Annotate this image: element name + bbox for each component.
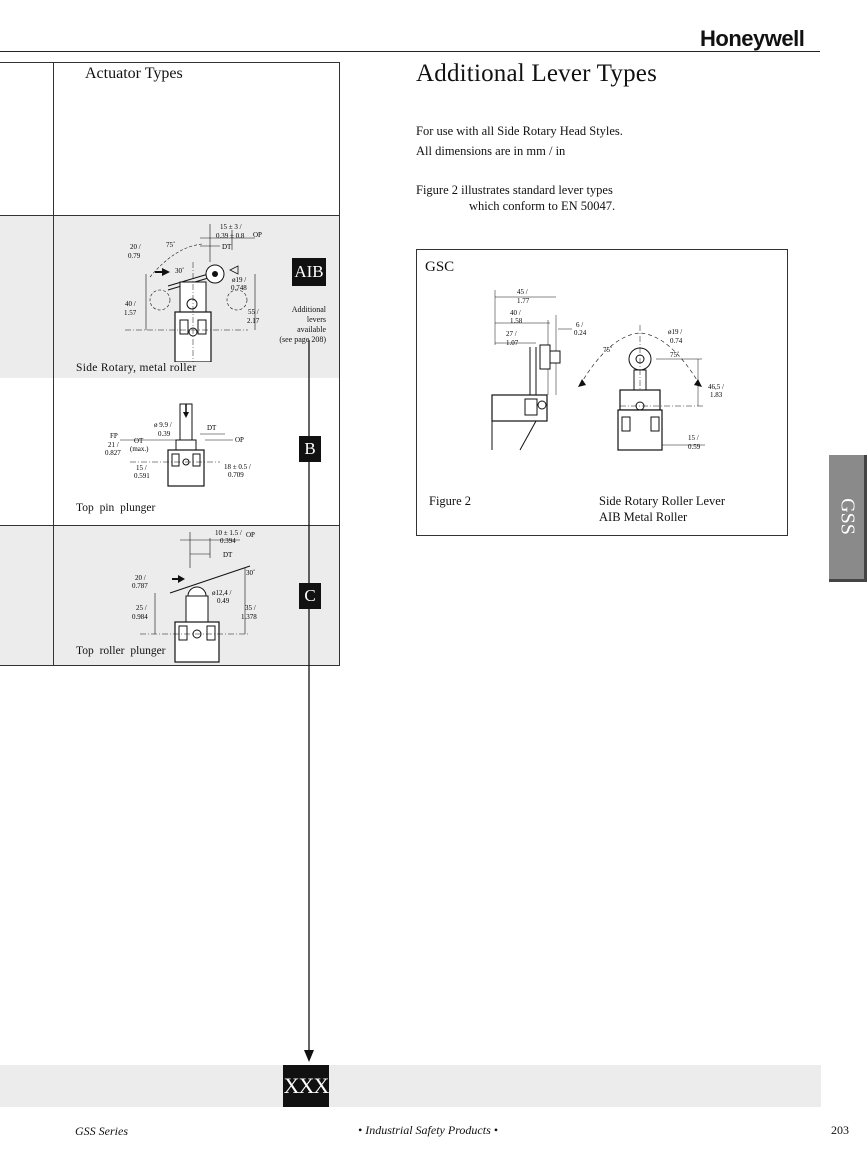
table-right-border: [339, 62, 340, 666]
dim-dt: DT: [222, 243, 232, 251]
dim-40b: 1.58: [510, 317, 523, 325]
dim-124b: 0.49: [217, 597, 230, 605]
dim-op: OP: [235, 436, 244, 444]
caption-top-pin: Top pin plunger: [76, 502, 156, 514]
bottom-band: [0, 1065, 821, 1107]
dim-dt: DT: [223, 551, 233, 559]
angle-30: 30˚: [175, 267, 185, 275]
dim-op-bot: 0.39 ± 0.8: [216, 232, 245, 240]
table-bottom-rule: [0, 665, 339, 666]
dim-15b: 0.591: [134, 472, 150, 480]
footer-center: • Industrial Safety Products •: [358, 1123, 498, 1137]
dim-55a: 55 /: [248, 308, 259, 316]
dim-dt: DT: [207, 424, 217, 432]
dim-99b: 0.39: [158, 430, 171, 438]
dim-15a: 15 /: [688, 434, 699, 442]
dim-25b: 0.984: [132, 613, 148, 621]
dim-6a: 6 /: [576, 321, 584, 329]
dim-20a: 20 /: [130, 243, 141, 251]
honeywell-logo: Honeywell: [700, 26, 805, 51]
dim-21b: 0.827: [105, 449, 121, 457]
dim-55b: 2.17: [247, 317, 260, 325]
dim-20a: 20 /: [135, 574, 146, 582]
page-title: Additional Lever Types: [416, 60, 658, 87]
top-pin-plunger-drawing: [100, 400, 260, 490]
badge-c: C: [299, 583, 321, 609]
dim-19b: 0.748: [231, 284, 247, 292]
figure-caption-right-2: AIB Metal Roller: [599, 510, 688, 524]
note-line-1: Additional: [291, 305, 326, 314]
badge-b: B: [299, 436, 321, 462]
angle-75-right: 75˚: [670, 351, 680, 359]
dim-35b: 1.378: [241, 613, 257, 621]
dim-35a: 35 /: [245, 604, 256, 612]
table-col-divider: [53, 62, 54, 666]
dim-465a: 46,5 /: [708, 383, 724, 391]
dim-19a: ø19 /: [668, 328, 683, 336]
intro-line-2: All dimensions are in mm / in: [416, 144, 566, 158]
dim-20b: 0.79: [128, 252, 141, 260]
dim-25a: 25 /: [136, 604, 147, 612]
dim-45b: 1.77: [517, 297, 530, 305]
additional-levers-note: [266, 305, 326, 345]
dim-op: OP: [253, 231, 262, 239]
dim-27a: 27 /: [506, 330, 517, 338]
gsc-lever-drawing: [470, 285, 740, 460]
dim-fp: FP: [110, 432, 118, 440]
dim-465b: 1.83: [710, 391, 723, 399]
caption-side-rotary: Side Rotary, metal roller: [76, 362, 197, 374]
dim-ot: OT: [134, 437, 144, 445]
side-tab-label: GSS: [836, 498, 859, 535]
page-number: 203: [831, 1123, 849, 1137]
side-tab-gss[interactable]: [829, 455, 867, 582]
angle-75: 75˚: [166, 241, 176, 249]
dim-19b: 0.74: [670, 337, 683, 345]
dim-op-top: 15 ± 3 /: [220, 223, 242, 231]
dim-45a: 45 /: [517, 288, 528, 296]
table-rule-1: [0, 215, 339, 216]
figure-caption-right-1: Side Rotary Roller Lever: [599, 494, 726, 508]
dim-6b: 0.24: [574, 329, 587, 337]
badge-xxx: XXX: [283, 1065, 329, 1107]
table-top-rule: [0, 62, 339, 63]
angle-75-left: 75˚: [603, 346, 613, 354]
caption-top-roller: Top roller plunger: [76, 645, 166, 657]
dim-18a: 18 ± 0.5 /: [224, 463, 251, 471]
header-rule: [0, 51, 820, 52]
dim-27b: 1.07: [506, 339, 519, 347]
actuator-types-heading: Actuator Types: [85, 65, 183, 82]
note-line-4: (see page 208): [279, 335, 326, 344]
side-rotary-drawing: [120, 222, 280, 362]
figure-desc-line-2: which conform to EN 50047.: [469, 199, 616, 213]
dim-op-bot: 0.394: [220, 537, 236, 545]
table-rule-3: [0, 525, 339, 526]
dim-40a: 40 /: [125, 300, 136, 308]
dim-40a: 40 /: [510, 309, 521, 317]
dim-40b: 1.57: [124, 309, 137, 317]
footer-series: GSS Series: [75, 1124, 128, 1138]
dim-op: OP: [246, 531, 255, 539]
angle-30: 30˚: [246, 569, 256, 577]
dim-20b: 0.787: [132, 582, 148, 590]
dim-15a: 15 /: [136, 464, 147, 472]
note-line-3: available: [297, 325, 326, 334]
dim-21a: 21 /: [108, 441, 119, 449]
note-line-2: levers: [306, 315, 326, 324]
figure-desc-line-1: Figure 2 illustrates standard lever types: [416, 183, 613, 197]
dim-124a: ø12,4 /: [212, 589, 232, 597]
dim-op-top: 10 ± 1.5 /: [215, 529, 242, 537]
figure-label-gsc: GSC: [425, 259, 455, 275]
dim-max: (max.): [130, 445, 149, 453]
dim-99a: ø 9.9 /: [154, 421, 172, 429]
dim-15b: 0.59: [688, 443, 701, 451]
figure-caption-left: Figure 2: [429, 494, 472, 508]
dim-18b: 0.709: [228, 471, 244, 479]
intro-line-1: For use with all Side Rotary Head Styles.: [416, 124, 623, 138]
dim-19a: ø19 /: [232, 276, 247, 284]
badge-aib: AIB: [292, 258, 326, 286]
top-roller-plunger-drawing: [120, 528, 270, 663]
